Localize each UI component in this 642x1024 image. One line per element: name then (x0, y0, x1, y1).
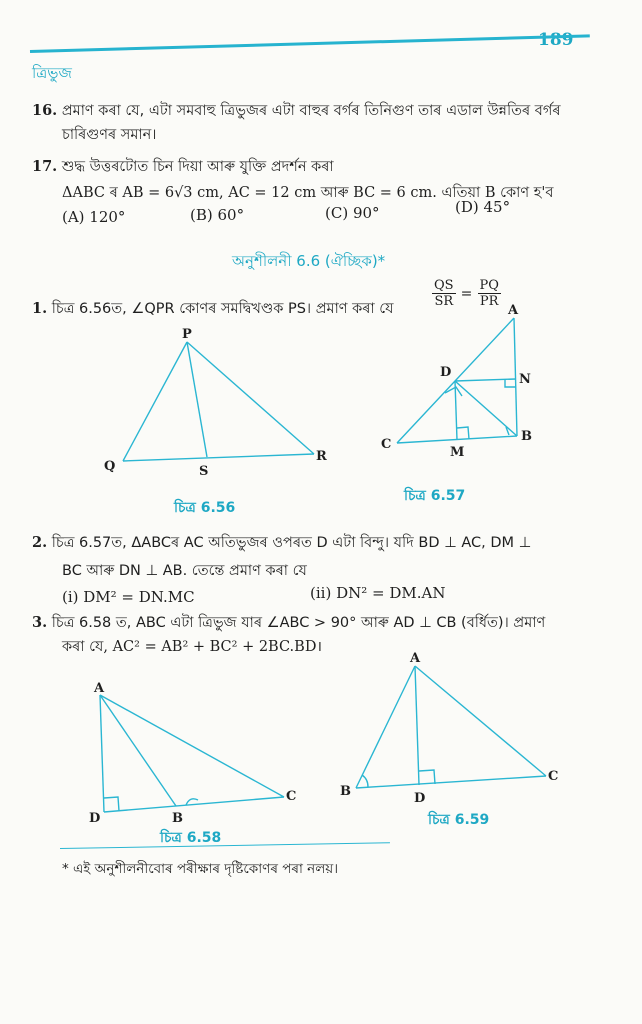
label-p: P (182, 327, 192, 342)
label-b: B (340, 784, 351, 799)
label-a: A (508, 303, 519, 318)
option-a: (A) 120° (62, 208, 126, 226)
exercise-3-line2: কৰা যে, AC² = AB² + BC² + 2BC.BD। (62, 639, 322, 655)
question-number: 1. (32, 300, 48, 317)
option-b: (B) 60° (190, 206, 245, 224)
question-number: 16. (32, 102, 58, 119)
fraction-qs-sr: $\frac{QS}{SR}$ (434, 278, 454, 309)
figure-6-59-caption: চিত্ৰ 6.59 (428, 812, 490, 828)
label-c: C (286, 789, 297, 804)
exercise-title: অনুশীলনী 6.6 (ঐচ্ছিক)* (232, 252, 386, 270)
footnote: * এই অনুশীলনীবোৰ পৰীক্ষাৰ দৃষ্টিকোণৰ পৰা নলয়। (62, 861, 339, 877)
figure-6-57-caption: চিত্ৰ 6.57 (404, 488, 466, 504)
page-number: 189 (538, 30, 574, 50)
question-number: 3. (32, 614, 48, 631)
chapter-title: ত্ৰিভুজ (32, 64, 72, 82)
figure-6-56-caption: চিত্ৰ 6.56 (174, 500, 236, 516)
equals-sign: = (460, 286, 473, 302)
exercise-2-part-i: (i) DM² = DN.MC (62, 588, 195, 606)
option-d: (D) 45° (455, 198, 511, 216)
option-c: (C) 90° (325, 204, 380, 222)
label-c: C (381, 437, 392, 452)
label-b: B (172, 811, 183, 826)
figure-6-58-caption: চিত্ৰ 6.58 (160, 830, 222, 846)
label-b: B (521, 429, 532, 444)
label-c: C (548, 769, 559, 784)
question-17-line2: ΔABC ৰ AB = 6√3 cm, AC = 12 cm আৰু BC = 6 cm. এতিয়া B কোণ হ'ব (62, 185, 554, 201)
question-number: 17. (32, 158, 58, 175)
question-number: 2. (32, 534, 48, 551)
question-text: প্ৰমাণ কৰা যে, এটা সমবাহু ত্ৰিভুজৰ এটা বাহুৰ বৰ্গৰ তিনিগুণ তাৰ এডাল উন্নতিৰ বৰ্গৰ (61, 103, 561, 119)
question-text: শুদ্ধ উত্তৰটোত চিন দিয়া আৰু যুক্তি প্ৰদৰ্শন কৰা (61, 159, 334, 175)
fraction-pq-pr: $\frac{PQ}{PR}$ (479, 278, 499, 309)
question-text: চিত্ৰ 6.57ত, ΔABCৰ AC অতিভুজৰ ওপৰত D এটা বিন্দু। যদি BD ⊥ AC, DM ⊥ (51, 535, 532, 551)
label-n: N (519, 372, 531, 387)
label-s: S (199, 464, 209, 479)
exercise-2-part-ii: (ii) DN² = DM.AN (310, 584, 446, 602)
exercise-2-line2: BC আৰু DN ⊥ AB. তেন্তে প্ৰমাণ কৰা যে (62, 563, 307, 579)
question-text: চিত্ৰ 6.56ত, ∠QPR কোণৰ সমদ্বিখণ্ডক PS। প্ৰমাণ কৰা যে (51, 301, 394, 317)
label-d: D (89, 811, 101, 826)
label-r: R (316, 449, 327, 464)
label-m: M (450, 445, 465, 460)
question-16-line2: চাৰিগুণৰ সমান। (62, 127, 157, 143)
label-q: Q (104, 459, 116, 474)
question-text: চিত্ৰ 6.58 ত, ABC এটা ত্ৰিভুজ যাৰ ∠ABC > 90° আৰু AD ⊥ CB (বৰ্ধিত)। প্ৰমাণ (51, 615, 546, 631)
label-d: D (440, 365, 452, 380)
label-d: D (414, 791, 426, 806)
label-a: A (94, 681, 105, 696)
label-a: A (410, 651, 421, 666)
